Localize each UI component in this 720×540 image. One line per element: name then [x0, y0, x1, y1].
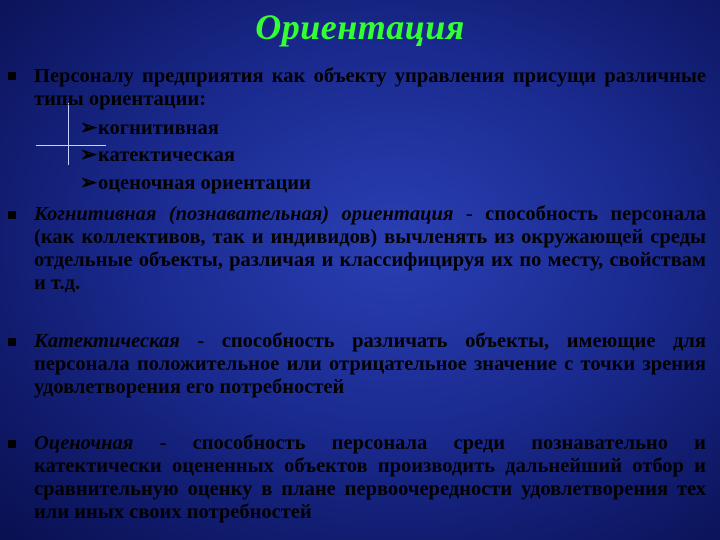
term: Оценочная: [34, 432, 134, 454]
sub-item-label: когнитивная: [98, 117, 219, 139]
term: Когнитивная (познавательная) ориентация: [34, 203, 454, 225]
decorative-line-vertical: [68, 103, 69, 165]
term: Катектическая: [34, 330, 180, 352]
arrow-bullet-icon: ➢: [80, 144, 98, 166]
square-bullet-icon: [8, 211, 16, 219]
bullet-text-2: [34, 203, 706, 295]
arrow-bullet-icon: ➢: [80, 117, 98, 139]
definition: - способность персонала среди познавательно и катектически оцененных объектов производить дальнейший отбор и сравнительную оценку в плане первоочередности удовлетворения тех или иных своих потребностей: [34, 432, 706, 523]
sub-item-label: катектическая: [98, 144, 235, 166]
bullet-text-3: [34, 330, 706, 399]
square-bullet-icon: [8, 440, 16, 448]
sub-list-item: [80, 172, 311, 195]
square-bullet-icon: [8, 72, 16, 80]
definition: - способность персонала (как коллективов, так и индивидов) вычленять из окружающей среды отдельные объекты, различая и классифицируя их по месту, свойствам и т.д.: [34, 203, 707, 294]
sub-list-item: [80, 117, 219, 140]
bullet-text-1: Персоналу предприятия как объекту управления присущи различные типы ориентации:: [34, 65, 706, 110]
slide-title: Ориентация: [255, 7, 465, 47]
definition: - способность различать объекты, имеющие для персонала положительное или отрицательное значение с точки зрения удовлетворения его потребностей: [34, 330, 706, 398]
square-bullet-icon: [8, 338, 16, 346]
arrow-bullet-icon: ➢: [80, 172, 98, 194]
sub-item-label: оценочная ориентации: [98, 172, 311, 194]
sub-list-item: [80, 144, 235, 167]
bullet-text-4: [34, 432, 706, 524]
